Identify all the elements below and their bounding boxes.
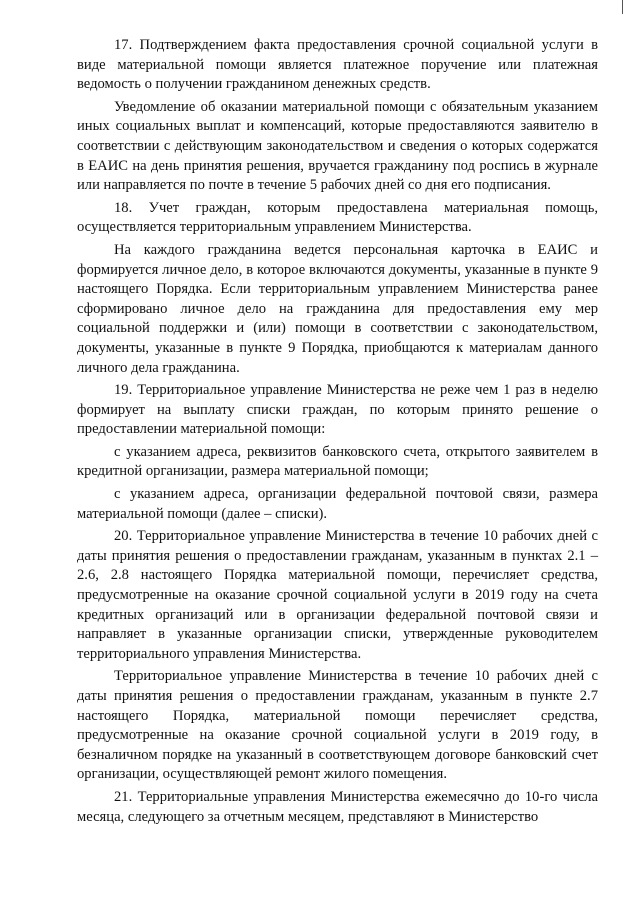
paragraph-bank-list: с указанием адреса, реквизитов банковского счета, открытого заявителем в кредитной организации, размера материальной помощи; bbox=[77, 443, 598, 480]
paragraph-21: 21. Территориальные управления Министерства ежемесячно до 10-го числа месяца, следующего за отчетным месяцем, представляют в Министерство bbox=[77, 788, 598, 825]
paragraph-20: 20. Территориальное управление Министерства в течение 10 рабочих дней с даты принятия решения о предоставлении гражданам, указанным в пунктах 2.1 – 2.6, 2.8 настоящего Порядка материальной помощи, перечисляет средства, предусмотренные на оказание срочной социальной услуги в 2019 году на счета кредитных организаций или в организации федеральной почтовой связи и направляет в указанные организации списки, утвержденные руководителем территориального управления Министерства. bbox=[77, 528, 598, 662]
paragraph-17: 17. Подтверждением факта предоставления срочной социальной услуги в виде материальной помощи является платежное поручение или платежная ведомость о получении гражданином денежных средств. bbox=[77, 37, 598, 93]
scan-mark bbox=[622, 0, 623, 14]
paragraph-post-list: с указанием адреса, организации федеральной почтовой связи, размера материальной помощи (далее – списки). bbox=[77, 486, 598, 522]
paragraph-notification: Уведомление об оказании материальной помощи с обязательным указанием иных социальных выплат и компенсаций, которые предоставляются заявителю в соответствии с действующим законодательством и сведения о которых содержатся в ЕАИС на день принятия решения, вручается гражданину под роспись в журнале или направляется по почте в течение 5 рабочих дней со дня его подписания. bbox=[77, 98, 598, 194]
paragraph-personal-card: На каждого гражданина ведется персональная карточка в ЕАИС и формируется личное дело, в которое включаются документы, указанные в пункте 9 настоящего Порядка. Если территориальным управлением Министерства ранее сформировано личное дело на гражданина для предоставления ему мер социальной поддержки и (или) помощи в соответствии с законодательством, документы, указанные в пункте 9 Порядка, приобщаются к материалам данного личного дела гражданина. bbox=[77, 241, 598, 376]
paragraph-18: 18. Учет граждан, которым предоставлена материальная помощь, осуществляется территориальным управлением Министерства. bbox=[77, 199, 598, 236]
document-body bbox=[77, 36, 598, 827]
paragraph-19: 19. Территориальное управление Министерства не реже чем 1 раз в неделю формирует на выплату списки граждан, по которым принято решение о предоставлении материальной помощи: bbox=[77, 382, 598, 438]
paragraph-20-repair: Территориальное управление Министерства в течение 10 рабочих дней с даты принятия решения о предоставлении гражданам, указанным в пункте 2.7 настоящего Порядка, материальной помощи перечисляет средства, предусмотренные на оказание срочной социальной услуги в 2019 году, в безналичном порядке на указанный в соответствующем договоре банковский счет организации, осуществляющей ремонт жилого помещения. bbox=[77, 668, 598, 783]
